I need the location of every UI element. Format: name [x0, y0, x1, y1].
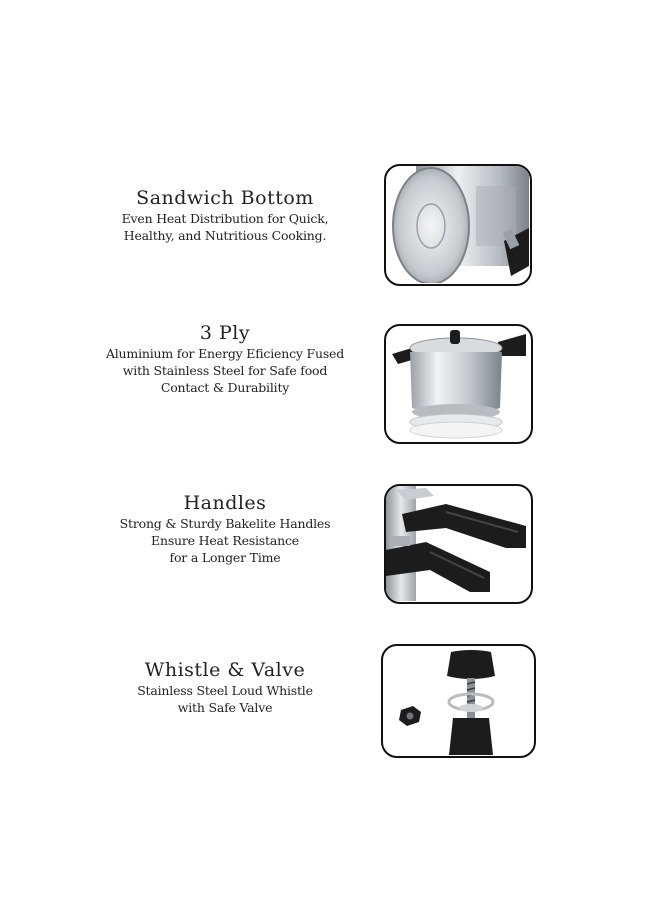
whistle-valve-image [381, 644, 536, 758]
feature-title: Sandwich Bottom [136, 187, 314, 209]
feature-description-line: Healthy, and Nutritious Cooking. [123, 228, 327, 243]
feature-description-line: for a Longer Time [169, 550, 281, 565]
feature-title: 3 Ply [199, 322, 251, 344]
feature-text [100, 491, 350, 566]
three-ply-cooker-image [384, 324, 533, 444]
feature-text [100, 186, 350, 244]
feature-title: Handles [183, 492, 267, 514]
cooker-bottom-image [384, 164, 532, 286]
feature-text [100, 658, 350, 716]
feature-description-line: with Safe Valve [177, 700, 273, 715]
feature-description-line: with Stainless Steel for Safe food [122, 363, 328, 378]
feature-text [100, 321, 350, 396]
bakelite-handles-image [384, 484, 533, 604]
feature-description-line: Ensure Heat Resistance [151, 533, 299, 548]
feature-description-line: Aluminium for Energy Eficiency Fused [105, 346, 345, 361]
feature-description-line: Even Heat Distribution for Quick, [121, 211, 329, 226]
feature-description-line: Stainless Steel Loud Whistle [137, 683, 313, 698]
feature-description-line: Strong & Sturdy Bakelite Handles [119, 516, 331, 531]
feature-title: Whistle & Valve [144, 659, 306, 681]
feature-description-line: Contact & Durability [160, 380, 290, 395]
